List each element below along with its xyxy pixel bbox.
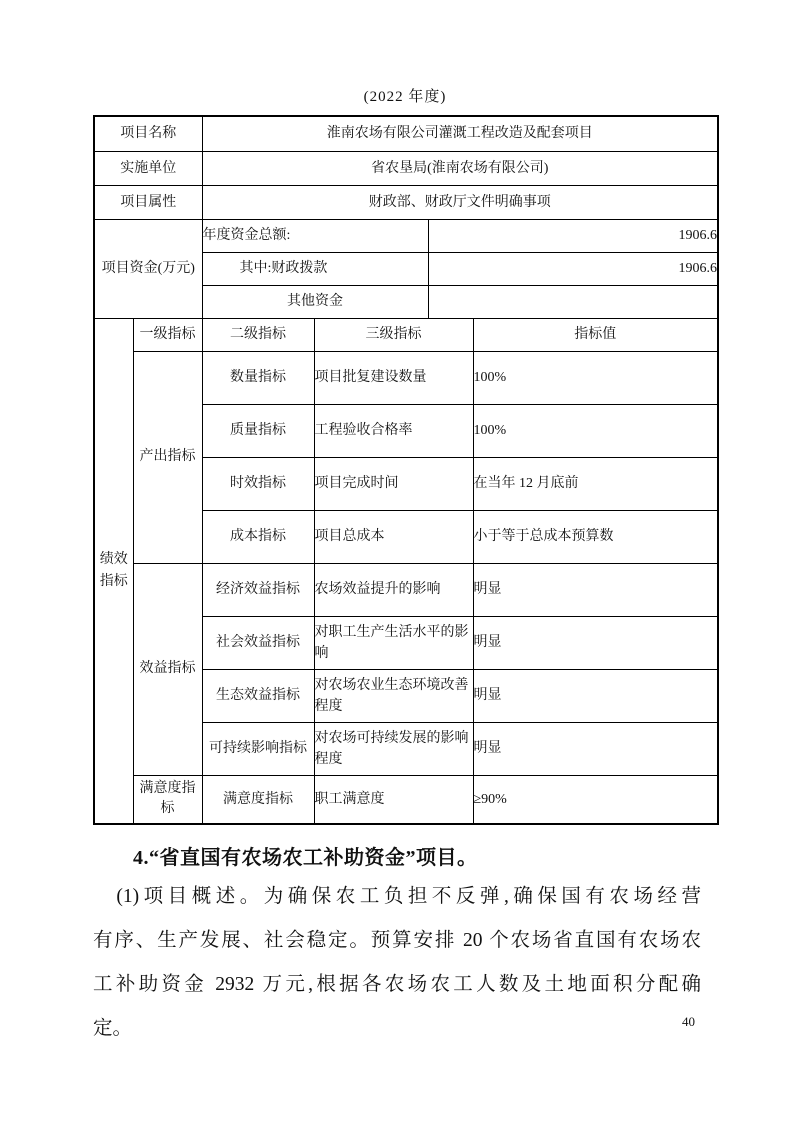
funding-other-label: 其他资金: [202, 285, 428, 318]
indicator-l3: 项目批复建设数量: [314, 351, 473, 404]
indicator-l3: 职工满意度: [314, 775, 473, 824]
indicator-l3: 项目总成本: [314, 510, 473, 563]
indicator-l2: 数量指标: [202, 351, 314, 404]
indicator-l2: 满意度指标: [202, 775, 314, 824]
project-attribute-label: 项目属性: [94, 185, 202, 219]
indicator-row: [94, 775, 718, 824]
output-indicator-group: 产出指标: [133, 351, 202, 563]
implementing-unit-label: 实施单位: [94, 151, 202, 185]
header-level1: 一级指标: [133, 318, 202, 351]
paragraph-line: 工补助资金 2932 万元,根据各农场农工人数及土地面积分配确: [93, 974, 701, 995]
satisfaction-indicator-group: 满意度指标: [133, 775, 202, 824]
project-attribute-value: 财政部、财政厅文件明确事项: [202, 185, 718, 219]
benefit-indicator-group: 效益指标: [133, 563, 202, 775]
indicator-l3: 对职工生产生活水平的影响: [314, 616, 473, 669]
header-level2: 二级指标: [202, 318, 314, 351]
indicator-l2: 生态效益指标: [202, 669, 314, 722]
table-row: [94, 116, 718, 151]
indicator-value: 100%: [473, 351, 718, 404]
project-name-value: 淮南农场有限公司灌溉工程改造及配套项目: [202, 116, 718, 151]
funding-other-value: [428, 285, 718, 318]
indicator-l3: 对农场可持续发展的影响程度: [314, 722, 473, 775]
indicator-row: [94, 351, 718, 404]
indicator-l3: 项目完成时间: [314, 457, 473, 510]
paragraph-line: 有序、生产发展、社会稳定。预算安排 20 个农场省直国有农场农: [93, 930, 701, 951]
indicator-value: 明显: [473, 669, 718, 722]
indicator-value: 明显: [473, 616, 718, 669]
indicator-row: [94, 563, 718, 616]
implementing-unit-value: 省农垦局(淮南农场有限公司): [202, 151, 718, 185]
section-paragraph: [93, 875, 701, 1051]
indicator-l2: 质量指标: [202, 404, 314, 457]
page-number: 40: [682, 1014, 695, 1029]
funding-total-label: 年度资金总额:: [202, 219, 428, 252]
indicator-header-row: [94, 318, 718, 351]
table-row: [94, 185, 718, 219]
header-level3: 三级指标: [314, 318, 473, 351]
table-row: [94, 151, 718, 185]
header-value: 指标值: [473, 318, 718, 351]
indicator-l3: 对农场农业生态环境改善程度: [314, 669, 473, 722]
indicator-l2: 时效指标: [202, 457, 314, 510]
paragraph-line: (1)项目概述。为确保农工负担不反弹,确保国有农场经营: [116, 886, 701, 907]
funding-fiscal-value: 1906.6: [428, 252, 718, 285]
indicator-value: 在当年 12 月底前: [473, 457, 718, 510]
performance-indicator-group-label: 绩效指标: [94, 318, 133, 824]
indicator-l2: 社会效益指标: [202, 616, 314, 669]
indicator-value: 100%: [473, 404, 718, 457]
project-name-label: 项目名称: [94, 116, 202, 151]
section-heading: 4.“省直国有农场农工补助资金”项目。: [133, 847, 478, 869]
project-funding-label: 项目资金(万元): [94, 219, 202, 318]
indicator-value: 明显: [473, 722, 718, 775]
table-year-title: (2022 年度): [363, 89, 447, 105]
table-row: [94, 219, 718, 252]
indicator-value: ≥90%: [473, 775, 718, 824]
paragraph-line: 定。: [93, 1018, 133, 1039]
indicator-value: 明显: [473, 563, 718, 616]
indicator-l2: 经济效益指标: [202, 563, 314, 616]
funding-total-value: 1906.6: [428, 219, 718, 252]
indicator-l2: 成本指标: [202, 510, 314, 563]
indicator-value: 小于等于总成本预算数: [473, 510, 718, 563]
funding-fiscal-label: 其中:财政拨款: [202, 252, 428, 285]
indicator-l2: 可持续影响指标: [202, 722, 314, 775]
indicator-l3: 工程验收合格率: [314, 404, 473, 457]
performance-indicator-table: [93, 115, 719, 825]
indicator-l3: 农场效益提升的影响: [314, 563, 473, 616]
